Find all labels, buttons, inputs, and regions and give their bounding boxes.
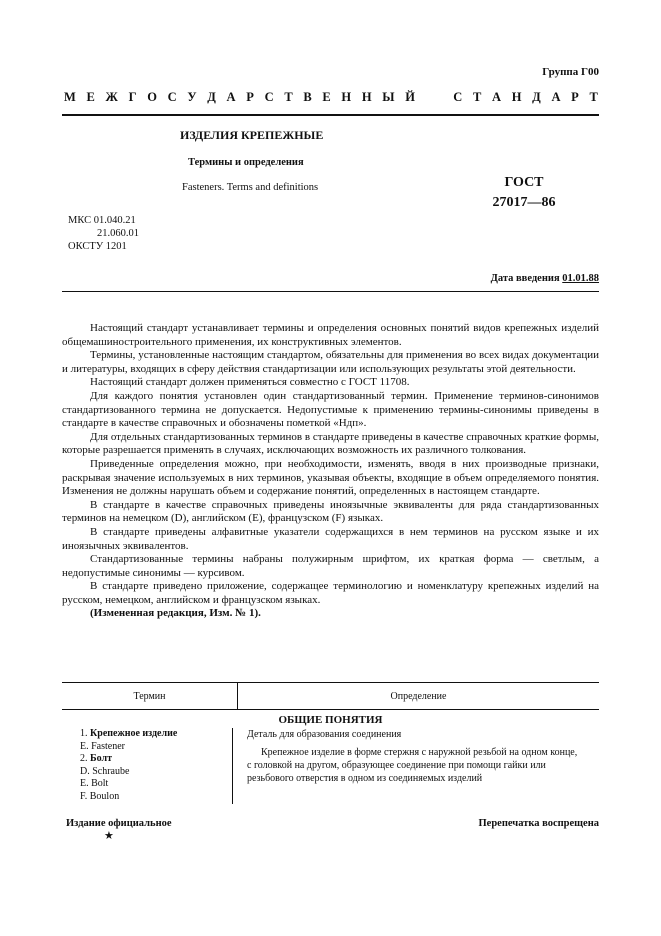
middle-rule: [62, 291, 599, 292]
introduction-date: [491, 273, 599, 284]
heading-letter: С: [453, 90, 463, 104]
paragraph: Настоящий стандарт устанавливает термины и определения основных понятий видов крепежных изделий общемашиностроительного применения, их конструктивных элементов.: [62, 322, 599, 348]
paragraph: Для каждого понятия установлен один стандартизованный термин. Применение терминов-синонимов стандартизованного термина не допускается. Недопустимые к применению термины-синонимы приведены в стандарте в качестве справочных и обозначены пометкой «Ндп».: [62, 389, 599, 430]
heading-letter: Й: [405, 90, 415, 104]
paragraph: В стандарте в качестве справочных приведены иноязычные эквиваленты для ряда стандартизованных терминов на немецком (D), английском (E), французском (F) языках.: [62, 498, 599, 525]
mks-code-1: МКС 01.040.21: [68, 215, 136, 226]
heading-letter: Т: [284, 90, 293, 104]
edition-note: (Измененная редакция, Изм. № 1).: [90, 607, 261, 620]
heading-letter: Д: [207, 90, 216, 104]
term-2-en: E. Bolt: [80, 778, 109, 790]
heading-letter: А: [226, 90, 236, 104]
definition-2: [247, 746, 581, 785]
mks-code-2: 21.060.01: [97, 228, 139, 239]
term-2-fr: F. Boulon: [80, 790, 120, 802]
heading-letter: Т: [589, 90, 598, 104]
heading-letter: Д: [532, 90, 541, 104]
heading-letter: Ж: [105, 90, 118, 104]
heading-letter: Т: [472, 90, 482, 104]
term-cell: [62, 728, 233, 804]
heading-letter: А: [492, 90, 502, 104]
gost-designation: [476, 173, 572, 213]
heading-letter: Ы: [382, 90, 395, 104]
term-2: [80, 753, 232, 766]
top-rule: [62, 114, 599, 116]
introduction-text: [62, 322, 599, 621]
table-row: [62, 728, 599, 804]
date-value: 01.01.88: [562, 273, 599, 284]
term-number: 1.: [80, 728, 90, 739]
classification-codes: [68, 214, 139, 253]
section-title: ОБЩИЕ ПОНЯТИЯ: [278, 714, 383, 726]
document-subtitle: Термины и определения: [188, 157, 304, 168]
term-ru: Болт: [90, 753, 113, 765]
paragraph: Стандартизованные термины набраны полужирным шрифтом, их краткая форма — светлым, а недопустимые синонимы — курсивом.: [62, 553, 599, 579]
paragraph: Настоящий стандарт должен применяться совместно с ГОСТ 11708.: [90, 376, 410, 389]
term-1: [80, 728, 232, 741]
paragraph: Приведенные определения можно, при необходимости, изменять, вводя в них производные признаки, раскрывая значение используемых в них терминов, указывая объекты, входящие в объем определяемого понятия. Изменения не должны нарушать объем и содержание понятий, определенных в настоящем стандарте.: [62, 457, 599, 498]
paragraph: В стандарте приведено приложение, содержащее терминологию и номенклатуру крепежных изделий на русском, немецком, английском и французском языках.: [62, 580, 599, 606]
english-title: Fasteners. Terms and definitions: [182, 182, 319, 193]
date-label: Дата введения: [490, 273, 563, 284]
star-mark: ★: [104, 830, 114, 842]
term-ru: Крепежное изделие: [90, 728, 178, 739]
heading-letter: Н: [361, 90, 372, 104]
heading-letter: В: [303, 90, 312, 104]
heading-letter: С: [264, 90, 274, 104]
term-2-de: D. Schraube: [80, 765, 130, 777]
heading-letter: О: [147, 90, 157, 104]
heading-letter: Р: [571, 90, 579, 104]
heading-letter: [439, 90, 442, 105]
heading-letter: [426, 90, 429, 105]
heading-letter: Г: [128, 90, 137, 104]
heading-letter: Е: [86, 90, 95, 104]
definition-2-text: Крепежное изделие в форме стержня с наружной резьбой на одном конце, с головкой на другом, образующее соединение при помощи гайки или резьбового отверстия в одном из соединяемых изделий: [247, 747, 578, 784]
paragraph: Для отдельных стандартизованных терминов в стандарте приведены в качестве справочных краткие формы, которые разрешается применять в случаях, исключающих возможность их различного толкования.: [62, 430, 599, 457]
definition-1: Деталь для образования соединения: [247, 729, 402, 740]
reprint-prohibited-label: Перепечатка воспрещена: [478, 818, 599, 829]
gost-label: ГОСТ: [504, 175, 544, 190]
definition-cell: [233, 728, 599, 804]
heading-letter: А: [551, 90, 561, 104]
terms-table: [62, 682, 599, 804]
heading-letter: М: [64, 90, 76, 104]
heading-letter: Н: [341, 90, 352, 104]
paragraph: Термины, установленные настоящим стандартом, обязательны для применения во всех видах документации и литературы, входящих в сферу действия стандартизации или использующих результаты этой деятельности.: [62, 349, 599, 375]
group-code: Группа Г00: [542, 66, 599, 78]
gost-number: 27017—86: [492, 195, 556, 210]
column-header-definition: Определение: [390, 690, 447, 702]
standard-type-heading: [64, 90, 598, 105]
term-1-en: E. Fastener: [80, 740, 125, 752]
okstu-code: ОКСТУ 1201: [68, 241, 127, 252]
heading-letter: Е: [322, 90, 331, 104]
document-title: ИЗДЕЛИЯ КРЕПЕЖНЫЕ: [180, 128, 324, 142]
table-header: [62, 682, 599, 710]
term-number: 2.: [80, 753, 90, 765]
column-header-term: Термин: [62, 683, 238, 709]
heading-letter: С: [167, 90, 177, 104]
heading-letter: У: [187, 90, 197, 104]
heading-letter: Р: [246, 90, 254, 104]
official-edition-label: Издание официальное: [66, 818, 172, 829]
heading-letter: Н: [511, 90, 522, 104]
paragraph: В стандарте приведены алфавитные указатели содержащихся в нем терминов на русском языке и их иноязычных эквивалентов.: [62, 525, 599, 552]
